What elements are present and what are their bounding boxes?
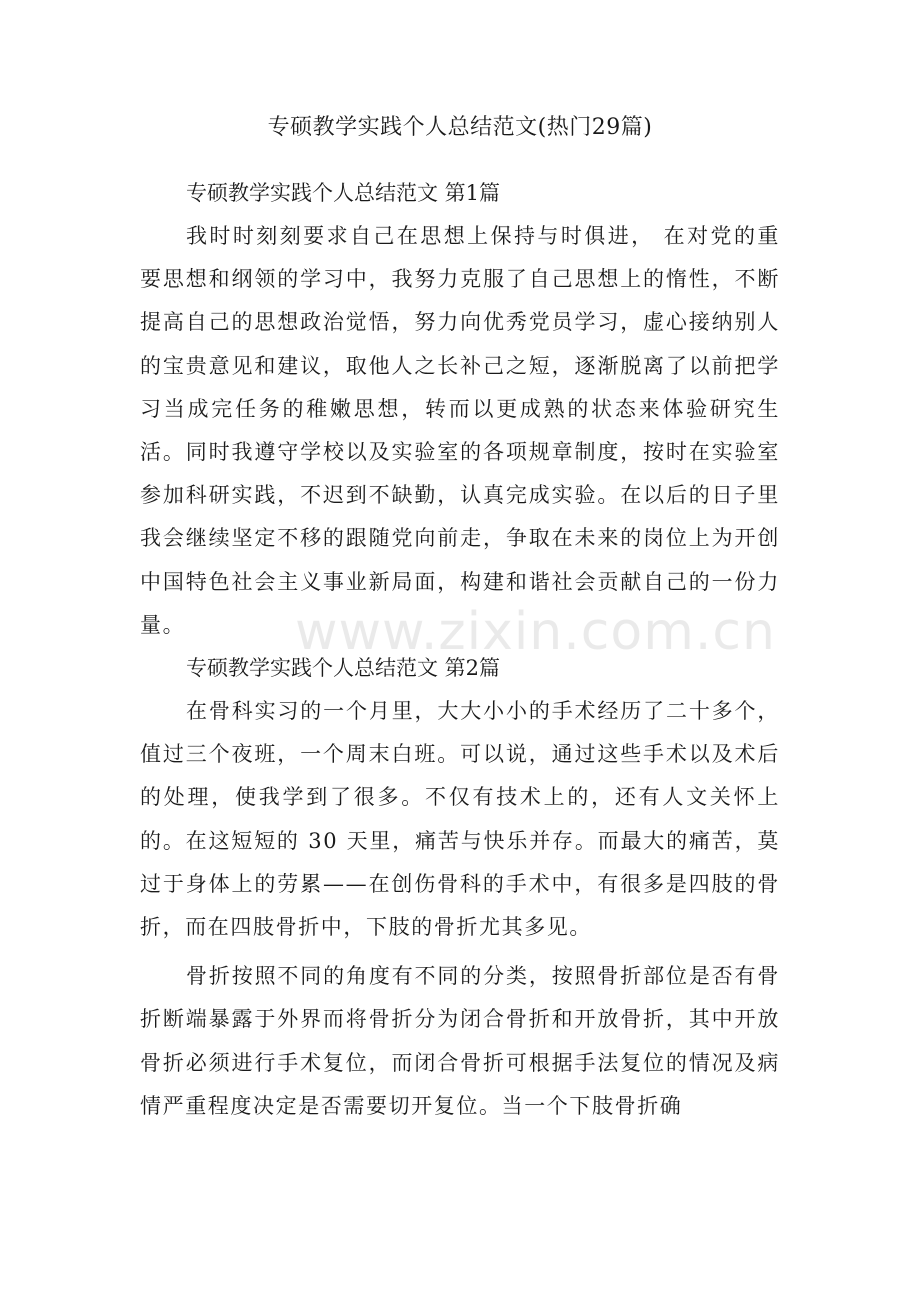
paragraph: 骨折按照不同的角度有不同的分类，按照骨折部位是否有骨折断端暴露于外界而将骨折分为闭合骨折和开放骨折，其中开放骨折必须进行手术复位，而闭合骨折可根据手法复位的情况及病情严重程度决定是否需要切开复位。当一个下肢骨折确 bbox=[140, 964, 780, 1118]
document-body bbox=[140, 172, 780, 1128]
section-heading: 专硕教学实践个人总结范文 第1篇 bbox=[186, 181, 501, 205]
section-heading: 专硕教学实践个人总结范文 第2篇 bbox=[186, 656, 501, 681]
watermark: www.zixin.com.cn bbox=[295, 602, 776, 662]
paragraph: 在骨科实习的一个月里，大大小小的手术经历了二十多个，值过三个夜班，一个周末白班。可以说，通过这些手术以及术后的处理，使我学到了很多。不仅有技术上的，还有人文关怀上的。在这短短的 30 天里，痛苦与快乐并存。而最大的痛苦，莫过于身体上的劳累——在创伤骨科的手术中，有很多是四肢的骨折，而在四肢骨折中，下肢的骨折尤其多见。 bbox=[140, 699, 780, 940]
document-title: 专硕教学实践个人总结范文(热门29篇) bbox=[267, 115, 653, 140]
paragraph: 我时时刻刻要求自己在思想上保持与时俱进， 在对党的重要思想和纲领的学习中，我努力克服了自己思想上的惰性，不断提高自己的思想政治觉悟，努力向优秀党员学习，虚心接纳别人的宝贵意见和建议，取他人之长补己之短，逐渐脱离了以前把学习当成完任务的稚嫩思想，转而以更成熟的状态来体验研究生活。同时我遵守学校以及实验室的各项规章制度，按时在实验室参加科研实践，不迟到不缺勤，认真完成实验。在以后的日子里我会继续坚定不移的跟随党向前走，争取在未来的岗位上为开创中国特色社会主义事业新局面，构建和谐社会贡献自己的一份力量。 bbox=[140, 224, 780, 637]
